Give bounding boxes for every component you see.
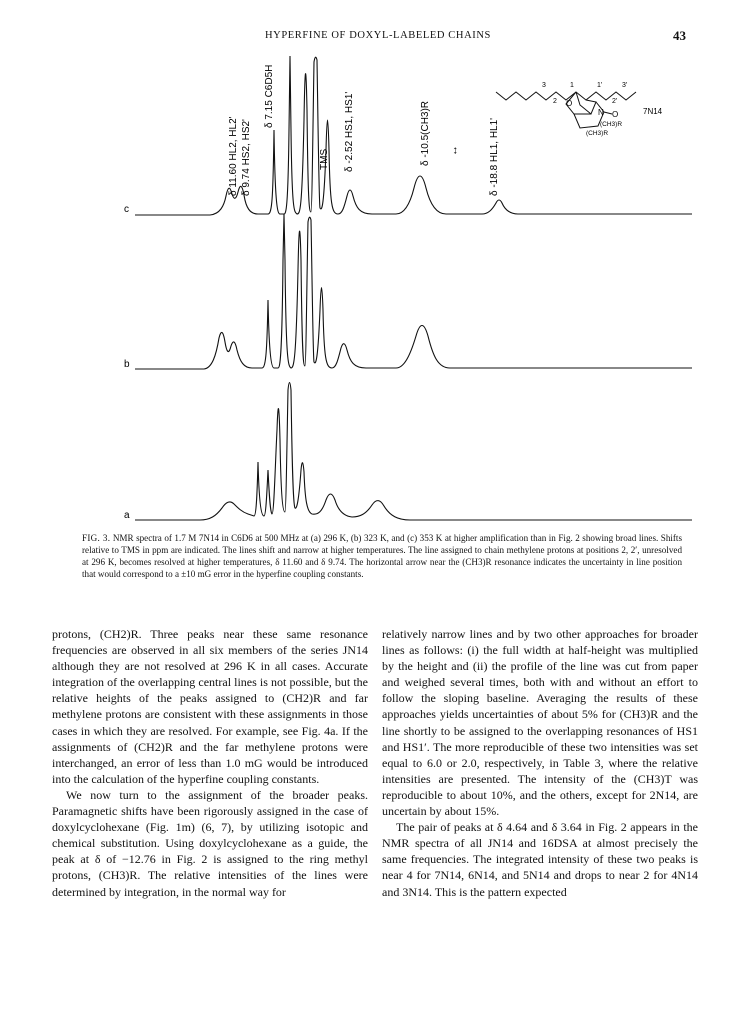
structure-7n14: [496, 82, 663, 137]
structure-number-1p: 1': [597, 82, 603, 89]
structure-label: 7N14: [643, 107, 663, 116]
figure-caption: [82, 532, 682, 580]
structure-atom-n: N: [598, 108, 604, 117]
structure-number-3p: 3': [622, 82, 628, 89]
peak-label-hs1: δ -2.52 HS1, HS1': [344, 91, 355, 172]
spectrum-trace-a: [135, 383, 692, 521]
spectrum-trace-b: [135, 214, 692, 369]
paragraph: The pair of peaks at δ 4.64 and δ 3.64 in Fig. 2 appears in the NMR spectra of all JN14 and 16DSA at almost precisely the same frequencies. The integrated intensity of these two peaks is near 4 for 7N14, 6N14, and 5N14 and drops to near 2 for 4N14 and 3N14. This is the pattern expected: [382, 820, 698, 899]
trace-label-a: a: [124, 510, 130, 521]
structure-number-3: 3: [542, 82, 546, 89]
structure-number-1: 1: [570, 82, 574, 89]
spectrum-trace-c: [135, 56, 692, 215]
peak-label-ch3r: δ -10.5(CH3)R: [420, 100, 431, 166]
structure-atom-o2: O: [612, 110, 619, 119]
caption-lead: FIG. 3.: [82, 533, 111, 543]
structure-number-2: 2: [553, 98, 557, 105]
paragraph: protons, (CH2)R. Three peaks near these same resonance frequencies are observed in all six members of the series JN14 although they are not resolved at 296 K in all cases. Accurate integration of the overlapping central lines is not possible, but the relative heights of the peaks assigned to (CH2)R and far methylene protons are consistent with these assignments in those cases in which they are resolved. For example, see Fig. 4a. If the assignments of (CH2)R and the far methylene protons were interchanged, an error of less than 1.0 mG would be introduced into the calculation of the hyperfine coupling constants.: [52, 627, 368, 786]
structure-atom-o1: O: [566, 99, 573, 108]
caption-text: NMR spectra of 1.7 M 7N14 in C6D6 at 500 MHz at (a) 296 K, (b) 323 K, and (c) 353 K at higher amplification than in Fig. 2 showing broad lines. Shifts relative to TMS in ppm are indicated. The lines shift and narrow at higher temperatures. The line assigned to chain methylene protons at positions 2, 2′, unresolved at 296 K, becomes resolved at higher temperatures, δ 11.60 and δ 9.74. The horizontal arrow near the (CH3)R resonance indicates the uncertainty in line position that would correspond to a ±10 mG error in the hyperfine coupling constants.: [82, 533, 682, 579]
page-number: 43: [673, 28, 686, 43]
trace-label-b: b: [124, 359, 130, 370]
peak-label-c6d5h: δ 7.15 C6D5H: [264, 64, 275, 128]
peak-label-hl2: δ 11.60 HL2, HL2': [228, 116, 239, 196]
uncertainty-arrow: ↔: [448, 145, 460, 156]
peak-label-tms: TMS: [319, 148, 330, 170]
peak-labels: [228, 65, 500, 196]
trace-label-c: c: [124, 204, 129, 215]
structure-group-1: (CH3)R: [600, 121, 623, 128]
running-head: HYPERFINE OF DOXYL-LABELED CHAINS: [264, 30, 491, 41]
body-column-left: [52, 626, 368, 900]
structure-number-2p: 2': [612, 98, 618, 105]
paragraph: relatively narrow lines and by two other approaches for broader lines as follows: (i) the full width at half-height was multiplied by the height and (ii) the profile of the line was cut from paper and weighed several times, both with and without an effort to follow the sloping baseline. Averaging the results of these approaches yields uncertainties of about 5% for (CH3)R and the line shortly to be assigned to the overlapping resonances of HS1 and HS1′. The more reproducible of these two intensities was set equal to 6.0 or 2.0, respectively, in Table 3, where the relative intensities are presented. The intensity of the (CH3)T was reproducible to about 10%, and the others, except for 2N14, are uncertain by about 15%.: [382, 627, 698, 819]
peak-label-hs2: δ 9.74 HS2, HS2': [241, 119, 252, 196]
body-column-right: [382, 626, 698, 900]
structure-group-2: (CH3)R: [586, 130, 609, 137]
peak-label-hl1: δ -18.8 HL1, HL1': [489, 117, 500, 196]
paragraph: We now turn to the assignment of the broader peaks. Paramagnetic shifts have been rigorously assigned in the case of doxylcyclohexane (Fig. 1m) (6, 7), by utilizing isotopic and chemical substitution. Using doxylcyclohexane as a guide, the peak at δ of −12.76 in Fig. 2 is assigned to the ring methyl protons, (CH3)R. The relative intensities of the lines were determined by integration, in the normal way for: [52, 787, 368, 899]
